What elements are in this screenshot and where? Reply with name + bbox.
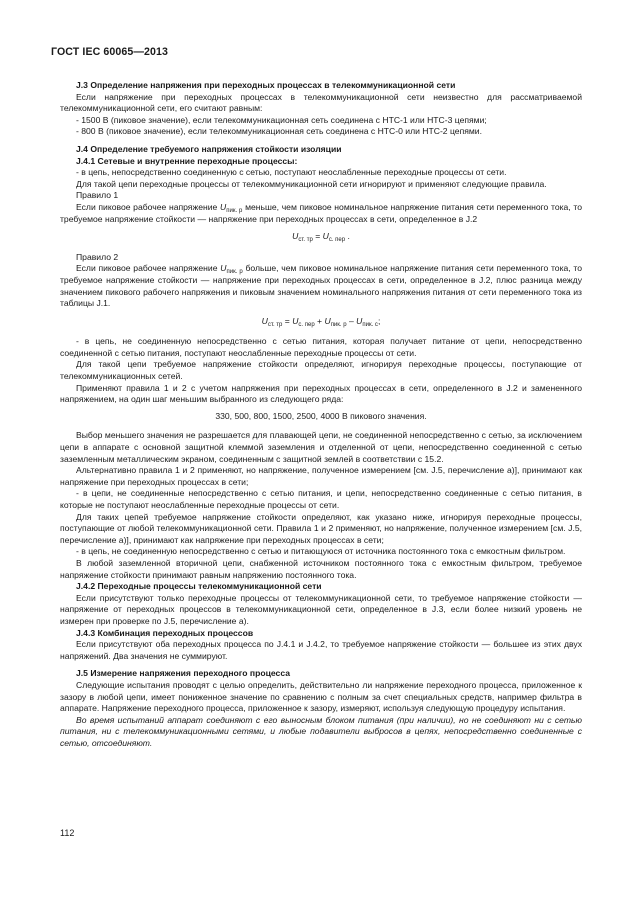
paragraph: Для такой цепи требуемое напряжение стойкости определяют, игнорируя переходные процессы, поступающие от телекоммуникационных сетей. xyxy=(60,359,582,382)
paragraph: Для таких цепей требуемое напряжение стойкости определяют, как указано ниже, игнорируя переходные процессы, поступающие от любой телекоммуникационной сети. Правила 1 и 2 применяют, но напряжение, полученное измерением [см. J.5, перечисление а)], принимают как напряжение при переходных процессах в сети; xyxy=(60,511,582,545)
section-heading-j5: J.5 Измерение напряжения переходного процесса xyxy=(76,668,290,679)
list-item: - в цепь, не соединенную непосредственно с сетью питания, которая получает питание от цепи, непосредственно соединенной с сетью питания, поступают неослабленные переходные процессы от сети. xyxy=(60,336,582,358)
paragraph: Если пиковое рабочее напряжение $U_{пик. р}$ меньше, чем пиковое номинальное напряжение питания сети переменного тока, то требуемое напряжение стойкости — напряжение при переходных процессах в сети, определенное в J.2 xyxy=(60,201,583,224)
paragraph: Если присутствуют оба переходных процесса по J.4.1 и J.4.2, то требуемое напряжение стойкости — большее из этих двух напряжений. Два значения не суммируют. xyxy=(60,639,582,661)
subsection-heading-j42: J.4.2 Переходные процессы телекоммуникационной сети xyxy=(76,581,322,592)
list-item: - 1500 В (пиковое значение), если телекоммуникационная сеть соединена с НТС-1 или НТС-3 цепями; xyxy=(76,114,487,125)
paragraph: Для такой цепи переходные процессы от телекоммуникационной сети игнорируют и применяют следующие правила. xyxy=(76,178,547,189)
section-heading-j3: J.3 Определение напряжения при переходных процессах в телекоммуникационной сети xyxy=(76,80,456,90)
page-content xyxy=(60,80,582,749)
paragraph: Если присутствуют только переходные процессы от телекоммуникационной сети, то требуемое напряжение стойкости — напряжение от переходных процессов в телекоммуникационной сети, определенное в J.3, если более низкий уровень не измерен при проверке по J.5, перечисление а). xyxy=(60,592,582,626)
paragraph: Выбор меньшего значения не разрешается для плавающей цепи, не соединенной непосредственно с сетью, за исключением цепи в аппарате с основной защитной клеммой заземления и отделенной от цепи, непосредственно соединенной с сетью заземленным металлическим экраном, соединенным с защитной землей в соответствии с 15.2. xyxy=(60,430,582,464)
subsection-heading-j41: J.4.1 Сетевые и внутренние переходные процессы: xyxy=(76,155,298,166)
paragraph: Если напряжение при переходных процессах в телекоммуникационной сети неизвестно для рассматриваемой телекоммуникационной сети, его считают равным: xyxy=(60,91,582,114)
rule-label: Правило 1 xyxy=(76,190,119,201)
list-item: - в цепи, не соединенные непосредственно с сетью питания, и цепи, непосредственно соединенные с сетью питания, в которые не поступают неослабленные переходные процессы от сети. xyxy=(60,488,582,510)
list-item: - 800 В (пиковое значение), если телекоммуникационная сеть соединена с НТС-0 или НТС-2 цепями. xyxy=(76,126,482,137)
paragraph: Если пиковое рабочее напряжение $U_{пик. р}$ больше, чем пиковое номинальное напряжение питания сети переменного тока, то требуемое напряжение стойкости — напряжение при переходных процессах в сети, определенное в J.2, плюс разница между значением пикового рабочего напряжения и пиковым значением номинального напряжения питания от сети переменного тока из таблицы J.1. xyxy=(60,263,583,309)
paragraph: В любой заземленной вторичной цепи, снабженной источником постоянного тока с емкостным фильтром, требуемое напряжение стойкости принимают равным напряжению постоянного тока. xyxy=(60,557,582,580)
formula: $U_{ст. тр} = U_{с. пер}$ . xyxy=(292,231,350,244)
paragraph: Следующие испытания проводят с целью определить, действительно ли напряжение переходного процесса, приложенное к зазору в любой цепи, имеет пониженное значение по сравнению с полным за счет специальных средств, например фильтра в аппарате. Напряжение переходного процесса, приложенное к зазору, измеряют, используя следующую процедуру испытания. xyxy=(60,679,582,714)
paragraph: Альтернативно правила 1 и 2 применяют, но напряжение, полученное измерением [см. J.5, перечисление а)], принимают как напряжение при переходных процессах в сети; xyxy=(60,465,582,487)
page-number: 112 xyxy=(60,828,75,838)
rule-label: Правило 2 xyxy=(76,251,119,262)
formula: $U_{ст. тр} = U_{с. пер} + U_{пик. р} - U_{пик. с}$; xyxy=(261,315,381,328)
voltage-series: 330, 500, 800, 1500, 2500, 4000 В пикового значения. xyxy=(215,410,427,421)
paragraph: Применяют правила 1 и 2 с учетом напряжения при переходных процессах в сети, определенного в J.2 и замененного напряжением, на один шаг меньшим выбранного из следующего ряда: xyxy=(60,382,582,405)
italic-paragraph: Во время испытаний аппарат соединяют с его выносным блоком питания (при наличии), но не соединяют ни с сетью питания, ни с телекоммуникационными сетями, и любые подавители выбросов в цепях, непосредственно соединенные с сетью, отсоединяют. xyxy=(60,714,582,748)
subsection-heading-j43: J.4.3 Комбинация переходных процессов xyxy=(76,627,254,638)
running-header: ГОСТ IEC 60065—2013 xyxy=(51,46,169,58)
list-item: - в цепь, непосредственно соединенную с сетью, поступают неослабленные переходные процессы от сети. xyxy=(76,167,507,178)
list-item: - в цепь, не соединенную непосредственно с сетью и питающуюся от источника постоянного тока с емкостным фильтром. xyxy=(76,546,566,557)
section-heading-j4: J.4 Определение требуемого напряжения стойкости изоляции xyxy=(76,143,342,154)
